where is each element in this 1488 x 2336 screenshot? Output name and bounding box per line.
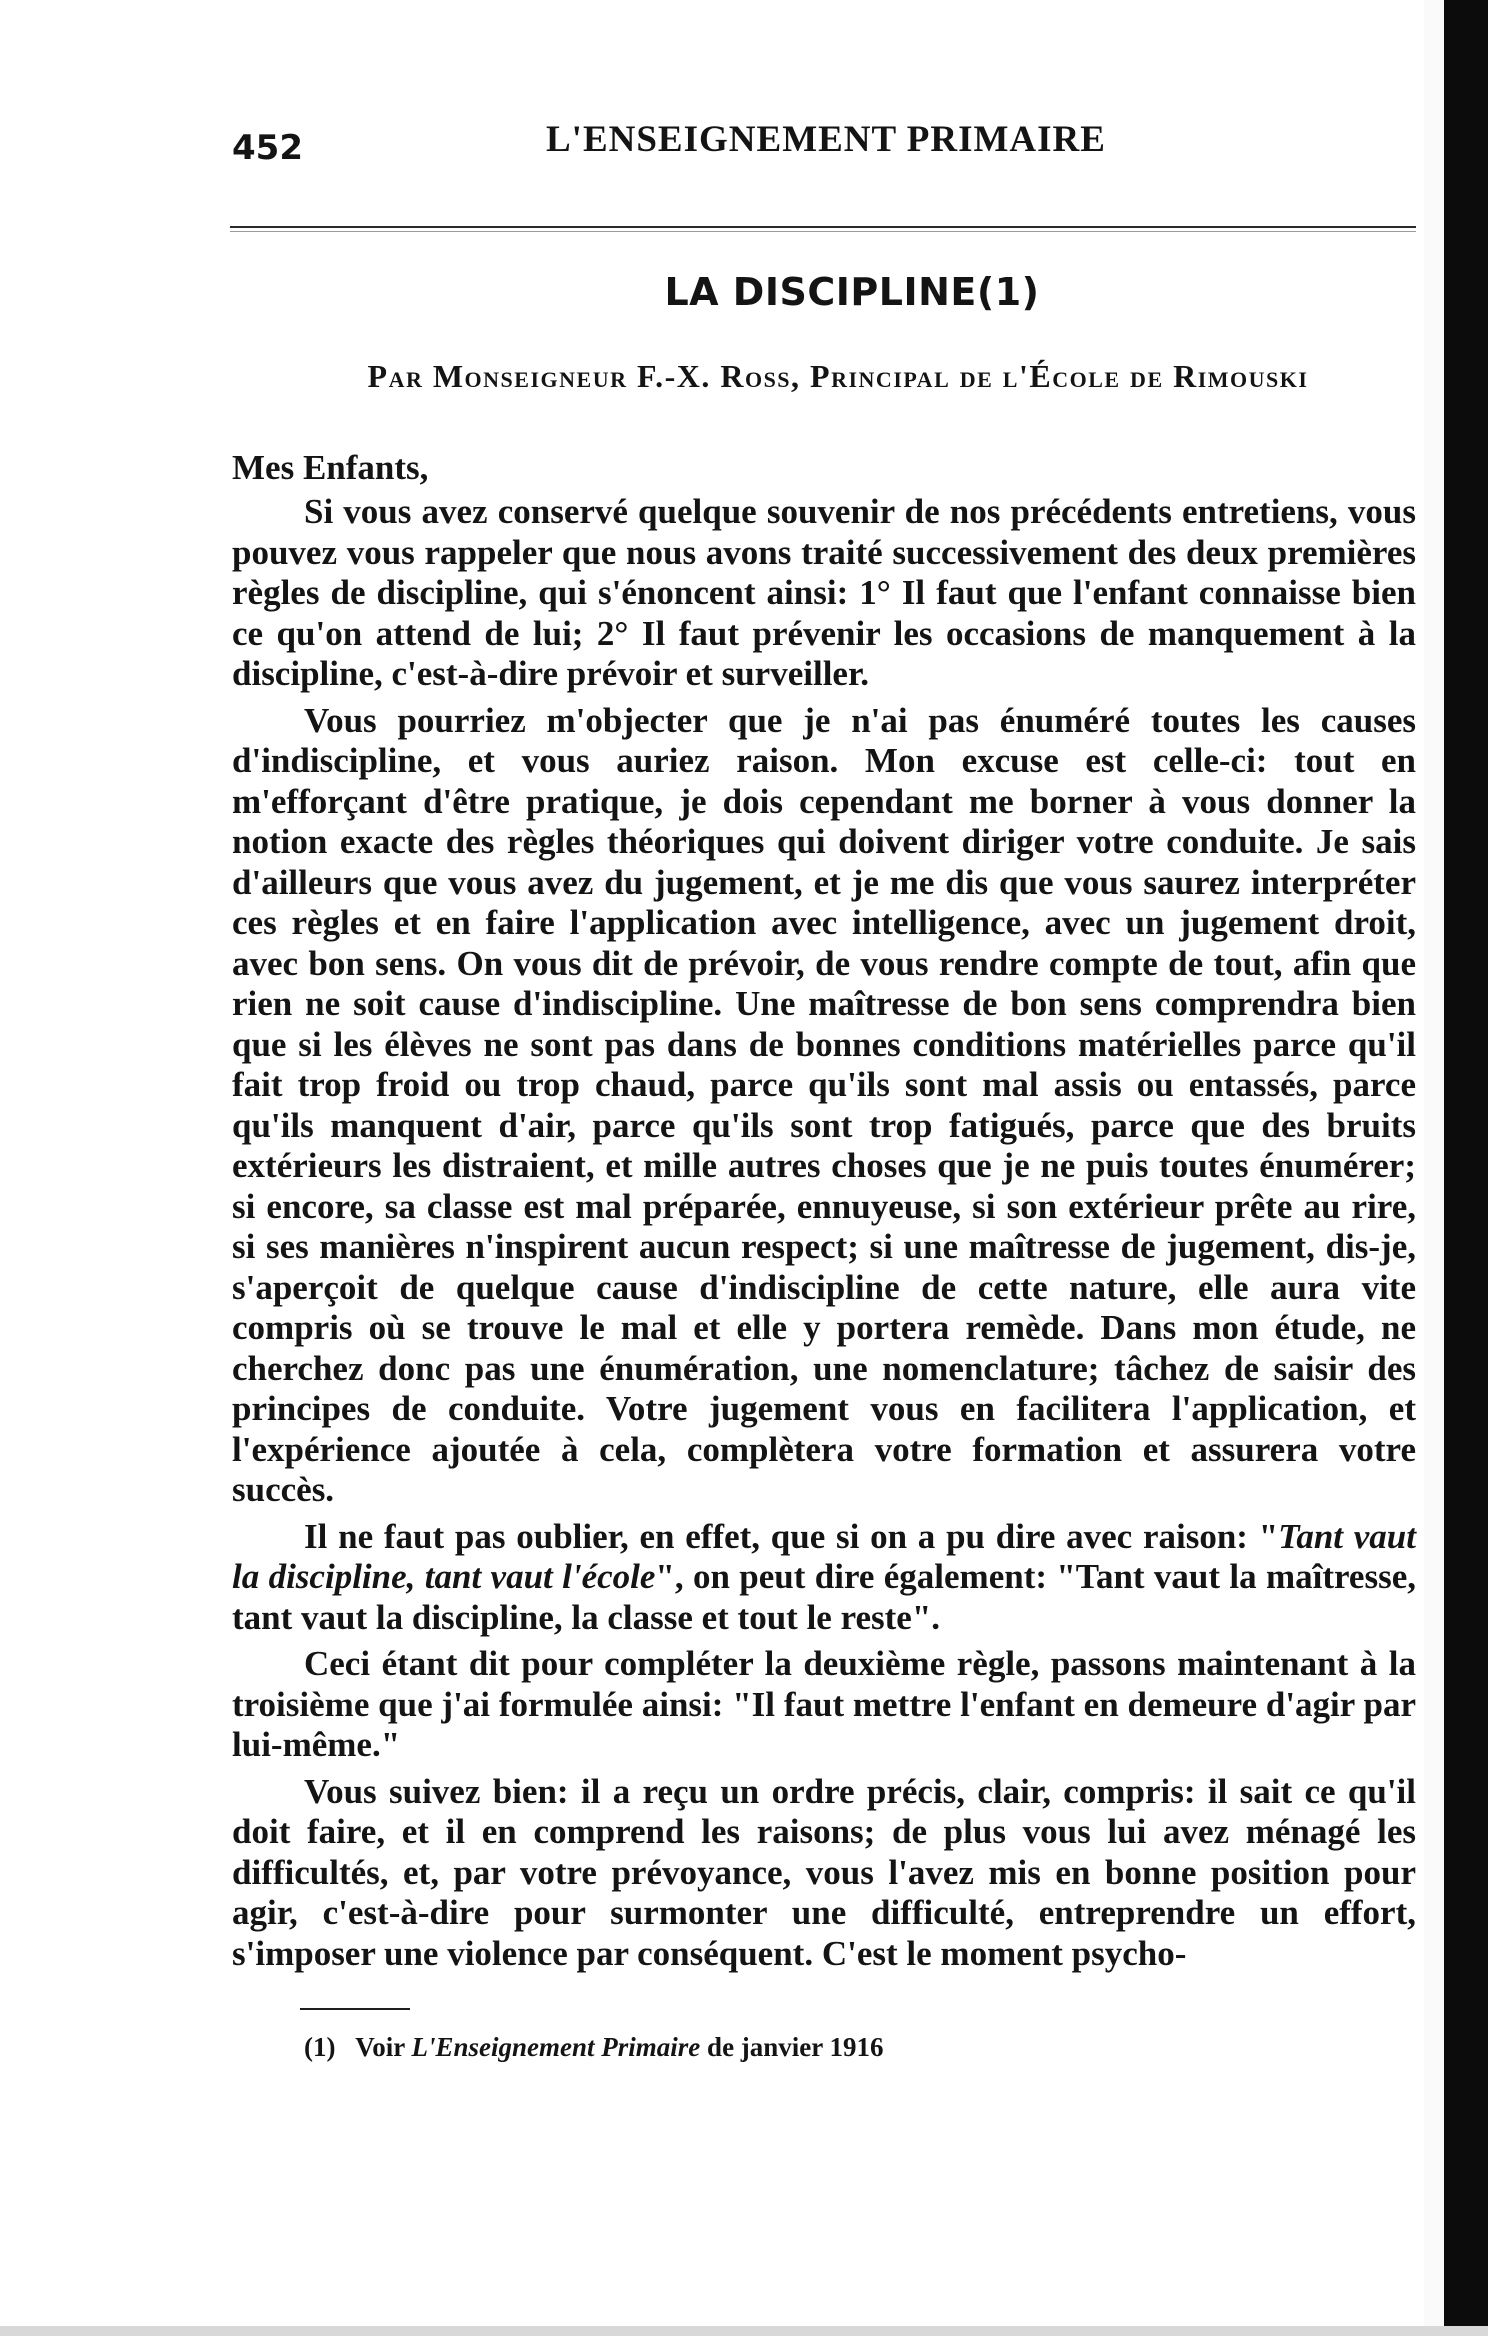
article-title: LA DISCIPLINE(1): [664, 270, 1040, 314]
paragraph-3: [232, 1517, 1416, 1639]
document-page: [232, 118, 1416, 2063]
page-number: 452: [232, 128, 303, 168]
article-body: [232, 492, 1416, 1974]
footnote-marker: (1): [304, 2032, 336, 2062]
paragraph-3-start: Il ne faut pas oublier, en effet, que si on a pu dire avec raison: ": [304, 1516, 1279, 1556]
journal-title: L'ENSEIGNEMENT PRIMAIRE: [546, 119, 1106, 160]
scan-edge: [1444, 0, 1488, 2336]
page-margin-shadow: [1424, 0, 1444, 2336]
footnote-prefix: Voir: [355, 2032, 405, 2062]
running-head: [232, 118, 1416, 170]
footnote-source: L'Enseignement Primaire: [411, 2032, 701, 2062]
footnote: [304, 2032, 1416, 2063]
paragraph-3-end: ", on peut dire également: "Tant vaut la maîtresse, tant vaut la discipline, la classe et tout le reste".: [232, 1557, 1416, 1637]
salutation: Mes Enfants,: [232, 448, 429, 487]
paragraph-3-quote: Tant vaut la discipline, tant vaut l'école: [232, 1516, 1416, 1596]
footnote-rule: [300, 2008, 410, 2010]
paragraph-2: Vous pourriez m'objecter que je n'ai pas énuméré toutes les causes d'indiscipline, et vous auriez raison. Mon excuse est celle-ci: tout en m'efforçant d'être pratique, je dois cependant me borner à vous donner la notion exacte des règles théoriques qui doivent diriger votre conduite. Je sais d'ailleurs que vous avez du jugement, et je me dis que vous saurez interpréter ces règles et en faire l'application avec intelligence, avec un jugement droit, avec bon sens. On vous dit de prévoir, de vous rendre compte de tout, afin que rien ne soit cause d'indiscipline. Une maîtresse de bon sens comprendra bien que si les élèves ne sont pas dans de bonnes conditions matérielles parce qu'il fait trop froid ou trop chaud, parce qu'ils sont mal assis ou entassés, parce qu'ils manquent d'air, parce qu'ils sont trop fatigués, parce que des bruits extérieurs les distraient, et mille autres choses que je ne puis toutes énumérer; si encore, sa classe est mal préparée, ennuyeuse, si son extérieur prête au rire, si ses manières n'inspirent aucun respect; si une maîtresse de jugement, dis-je, s'aperçoit de quelque cause d'indiscipline de cette nature, elle aura vite compris où se trouve le mal et elle y portera remède. Dans mon étude, ne cherchez donc pas une énumération, une nomenclature; tâchez de saisir des principes de conduite. Votre jugement vous en facilitera l'application, et l'expérience ajoutée à cela, complètera votre formation et assurera votre succès.: [232, 700, 1416, 1509]
paragraph-1: Si vous avez conservé quelque souvenir de nos précédents entretiens, vous pouvez vous rappeler que nous avons traité successivement des deux premières règles de discipline, qui s'énoncent ainsi: 1° Il faut que l'enfant connaisse bien ce qu'on attend de lui; 2° Il faut prévenir les occasions de manquement à la discipline, c'est-à-dire prévoir et surveiller.: [232, 492, 1416, 693]
paragraph-4: Ceci étant dit pour compléter la deuxième règle, passons maintenant à la troisième que j'ai formulée ainsi: "Il faut mettre l'enfant en demeure d'agir par lui-même.": [232, 1644, 1416, 1764]
header-rule: [230, 226, 1416, 232]
article-byline: Par Monseigneur F.-X. Ross, Principal de l'École de Rimouski: [367, 358, 1309, 394]
footnote-suffix: de janvier 1916: [707, 2032, 884, 2062]
paragraph-5: Vous suivez bien: il a reçu un ordre précis, clair, compris: il sait ce qu'il doit faire, et il en comprend les raisons; de plus vous lui avez ménagé les difficultés, et, par votre prévoyance, vous l'avez mis en bonne position pour agir, c'est-à-dire pour surmonter une difficulté, entreprendre un effort, s'imposer une violence par conséquent. C'est le moment psycho-: [232, 1771, 1416, 1973]
scan-bottom-edge: [0, 2326, 1488, 2336]
